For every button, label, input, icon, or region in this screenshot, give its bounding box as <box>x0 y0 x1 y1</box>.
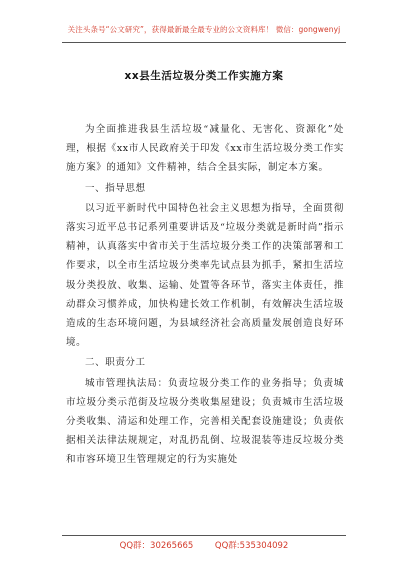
document-title: xx县生活垃圾分类工作实施方案 <box>124 70 284 82</box>
section-heading-guiding-ideology: 一、指导思想 <box>85 182 146 194</box>
page-footer <box>0 535 408 555</box>
guiding-ideology-paragraph: 以习近平新时代中国特色社会主义思想为指导，全面贯彻落实习近平总书记系列重要讲话及“垃圾分类就是新时尚”指示精神，认真落实中省市关于生活垃圾分类工作的决策部署和工作要求，以全市生活垃圾分类率先试点县为抓手，紧扣生活垃圾分类投放、收集、运输、处置等各环节，落实主体责任，推动群众习惯养成，加快构建长效工作机制，有效解决生活垃圾造成的生态环境问题，为县域经济社会高质量发展创造良好环境。 <box>66 202 344 349</box>
footer-qq-groups: QQ群：30265665 QQ群:535304092 <box>119 541 289 551</box>
responsibilities-paragraph: 城市管理执法局：负责垃圾分类工作的业务指导；负责城市垃圾分类示范街及垃圾分类收集屋建设；负责城市生活垃圾分类收集、清运和处理工作，完善相关配套设施建设；负责依据相关法律法规规定，对乱扔乱倒、垃圾混装等违反垃圾分类和市容环境卫生管理规定的行为实施处 <box>66 377 344 466</box>
header-divider <box>62 42 346 43</box>
section-heading-responsibilities: 二、职责分工 <box>85 357 146 369</box>
page-header <box>0 0 408 48</box>
header-promo-text: 关注头条号“公文研究”，获得最新最全最专业的公文资料库！ 微信：gongwenyj <box>67 25 341 34</box>
intro-paragraph: 为全面推进我县生活垃圾“减量化、无害化、资源化”处理，根据《xx市人民政府关于印发《xx市生活垃圾分类工作实施方案》的通知》文件精神，结合全县实际，制定本方案。 <box>66 124 344 174</box>
document-body <box>66 120 344 470</box>
footer-divider <box>62 535 346 536</box>
